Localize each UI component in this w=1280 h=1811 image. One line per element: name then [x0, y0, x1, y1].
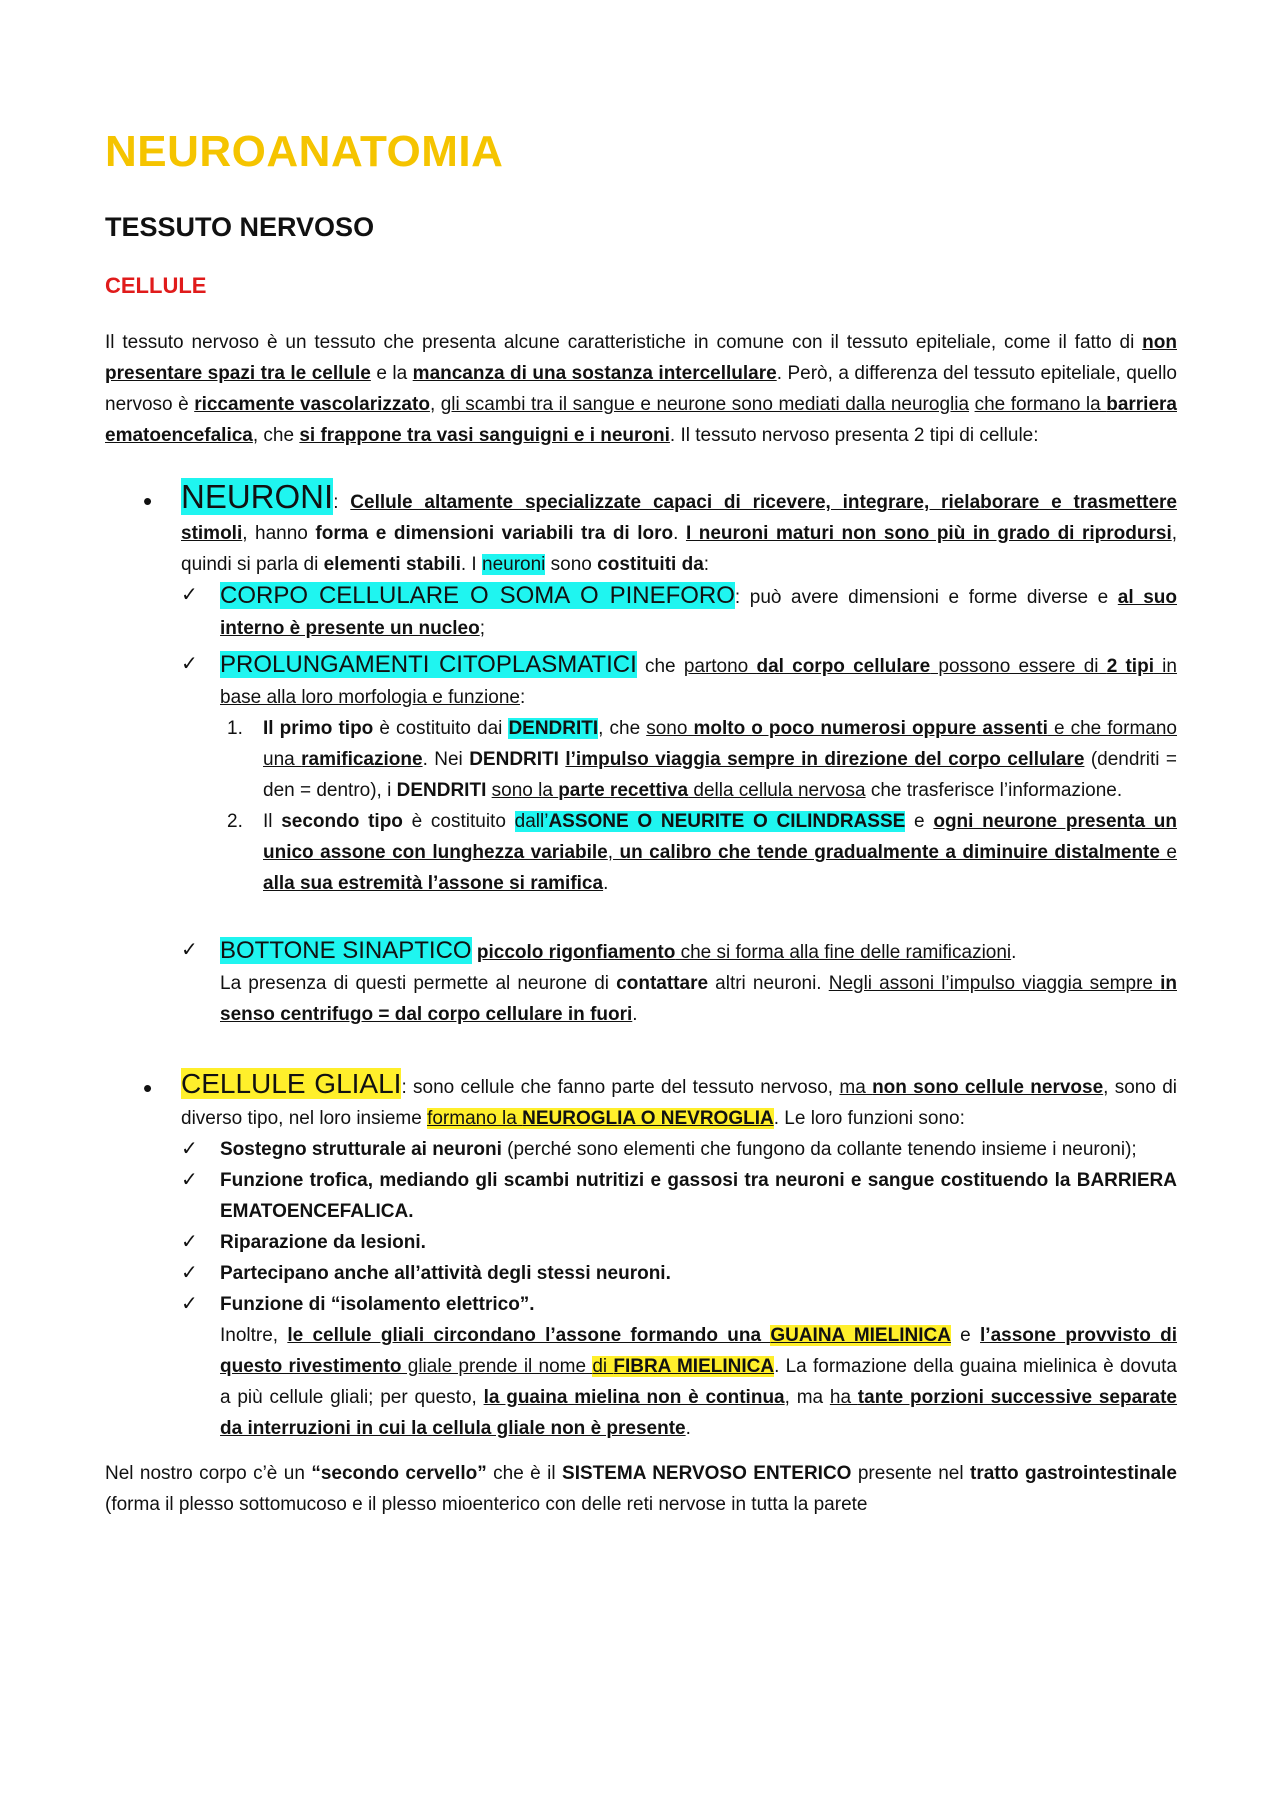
check-icon: ✓ — [181, 1138, 198, 1161]
glial-functions-list — [181, 1134, 1177, 1444]
cell-types-list — [105, 478, 1178, 1444]
guaina-paragraph: Inoltre, le cellule gliali circondano l’assone formando una GUAINA MIELINICA e l’assone provvisto di questo rivestimento gliale prende il nome di FIBRA MIELINICA. La formazione della guaina mielinica è dovuta a più cellule gliali; per questo, la guaina mielina non è continua, ma ha tante porzioni successive separate da interruzioni in cui la cellula gliale non è presente. — [220, 1325, 1178, 1440]
gliali-label: CELLULE GLIALI — [181, 1068, 402, 1100]
neuroni-paragraph: NEURONI: Cellule altamente specializzate capaci di ricevere, integrare, rielaborare e trasmettere stimoli, hanno forma e dimensioni variabili tra di loro. I neuroni maturi non sono più in grado di riprodursi, quindi si parla di elementi stabili. I neuroni sono costituiti da: — [181, 478, 1177, 576]
list-item-corpo — [181, 580, 1177, 644]
check-icon: ✓ — [181, 1293, 198, 1316]
list-item-function: ✓ Sostegno strutturale ai neuroni (perché sono elementi che fungono da collante tenendo insieme i neuroni); — [181, 1134, 1177, 1165]
check-icon: ✓ — [181, 939, 198, 962]
item-number: 2. — [227, 811, 243, 833]
prolungamenti-paragraph: PROLUNGAMENTI CITOPLASMATICI che partono dal corpo cellulare possono essere di 2 tipi in base alla loro morfologia e funzione: — [220, 651, 1177, 709]
prolungamenti-types-list — [181, 713, 1177, 899]
list-item-assone — [227, 806, 1177, 899]
dendriti-paragraph: Il primo tipo è costituito dai DENDRITI, che sono molto o poco numerosi oppure assenti e che formano una ramificazione. Nei DENDRITI l’impulso viaggia sempre in direzione del corpo cellulare (dendriti = den = dentro), i DENDRITI sono la parte recettiva della cellula nervosa che trasferisce l’informazione. — [263, 718, 1177, 802]
list-item-bottone — [181, 935, 1177, 1030]
bottone-paragraph: BOTTONE SINAPTICO piccolo rigonfiamento che si forma alla fine delle ramificazioni. — [220, 937, 1017, 965]
neuroni-label: NEURONI — [181, 478, 334, 516]
gliali-paragraph: CELLULE GLIALI: sono cellule che fanno parte del tessuto nervoso, ma non sono cellule nervose, sono di diverso tipo, nel loro insieme formano la NEUROGLIA O NEVROGLIA. Le loro funzioni sono: — [181, 1068, 1177, 1130]
bottone-detail: La presenza di questi permette al neurone di contattare altri neuroni. Negli assoni l’impulso viaggia sempre in senso centrifugo = dal corpo cellulare in fuori. — [220, 973, 1177, 1026]
neuron-parts-list — [181, 580, 1177, 1030]
list-item-cellule-gliali — [105, 1068, 1177, 1444]
list-item-function: ✓ Funzione trofica, mediando gli scambi nutritizi e gassosi tra neuroni e sangue costituendo la BARRIERA EMATOENCEFALICA. — [181, 1165, 1177, 1227]
prolungamenti-label: PROLUNGAMENTI CITOPLASMATICI — [220, 651, 637, 679]
document-page — [105, 128, 1177, 1520]
assone-paragraph: Il secondo tipo è costituito dall’ASSONE O NEURITE O CILINDRASSE e ogni neurone presenta un unico assone con lunghezza variabile, un calibro che tende gradualmente a diminuire distalmente e alla sua estremità l’assone si ramifica. — [263, 811, 1177, 895]
subsection-heading: CELLULE — [105, 273, 207, 299]
document-title: NEUROANATOMIA — [105, 127, 504, 176]
check-icon: ✓ — [181, 653, 198, 676]
list-item-neuroni — [105, 478, 1177, 1030]
bullet-icon: • — [143, 486, 153, 517]
check-icon: ✓ — [181, 1169, 198, 1192]
bottone-label: BOTTONE SINAPTICO — [220, 937, 472, 965]
list-item-function: ✓ Riparazione da lesioni. — [181, 1227, 1177, 1258]
list-item-function: ✓ Partecipano anche all’attività degli stessi neuroni. — [181, 1258, 1177, 1289]
check-icon: ✓ — [181, 1262, 198, 1285]
list-item-dendriti — [227, 713, 1177, 806]
corpo-label: CORPO CELLULARE O SOMA O PINEFORO — [220, 582, 735, 610]
bullet-icon: • — [143, 1073, 153, 1104]
check-icon: ✓ — [181, 584, 198, 607]
item-number: 1. — [227, 718, 243, 740]
list-item-function: ✓ Funzione di “isolamento elettrico”. Inoltre, le cellule gliali circondano l’assone formando una GUAINA MIELINICA e l’assone provvisto di questo rivestimento gliale prende il nome di FIBRA MIELINICA. La formazione della guaina mielinica è dovuta a più cellule gliali; per questo, la guaina mielina non è continua, ma ha tante porzioni successive separate da interruzioni in cui la cellula gliale non è presente. — [181, 1289, 1177, 1444]
check-icon: ✓ — [181, 1231, 198, 1254]
outro-paragraph: Nel nostro corpo c’è un “secondo cervello” che è il SISTEMA NERVOSO ENTERICO presente nel tratto gastrointestinale (forma il plesso sottomucoso e il plesso mioenterico con delle reti nervose in tutta la parete — [105, 1463, 1177, 1516]
corpo-paragraph: CORPO CELLULARE O SOMA O PINEFORO: può avere dimensioni e forme diverse e al suo interno è presente un nucleo; — [220, 582, 1177, 640]
section-heading: TESSUTO NERVOSO — [105, 212, 375, 243]
intro-paragraph: Il tessuto nervoso è un tessuto che presenta alcune caratteristiche in comune con il tessuto epiteliale, come il fatto di non presentare spazi tra le cellule e la mancanza di una sostanza intercellulare. Però, a differenza del tessuto epiteliale, quello nervoso è riccamente vascolarizzato, gli scambi tra il sangue e neurone sono mediati dalla neuroglia che formano la barriera ematoencefalica, che si frappone tra vasi sanguigni e i neuroni. Il tessuto nervoso presenta 2 tipi di cellule: — [105, 332, 1177, 447]
list-item-prolungamenti — [181, 649, 1177, 899]
